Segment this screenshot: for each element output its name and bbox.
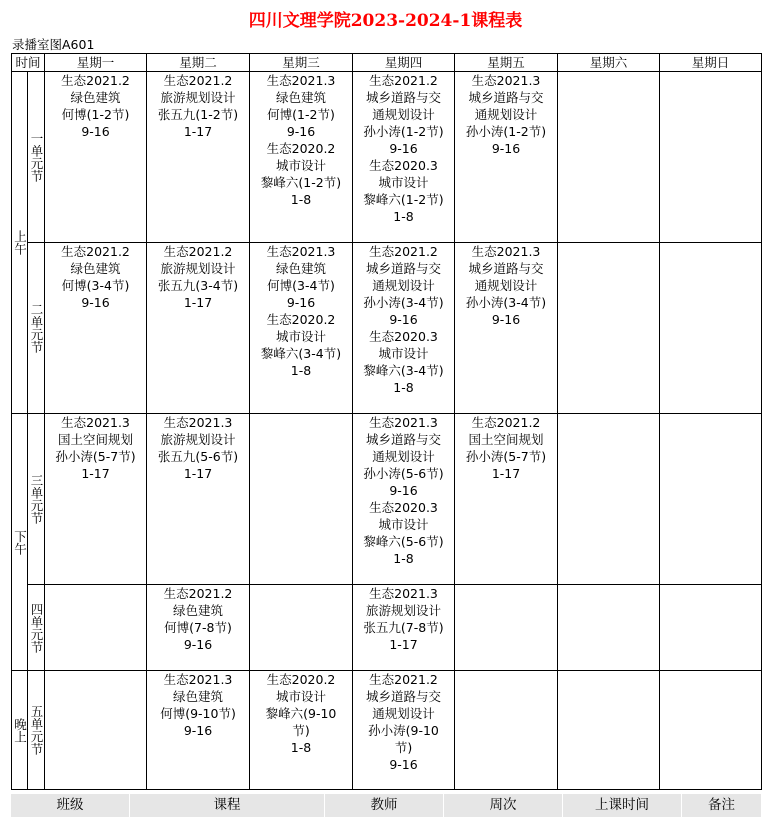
- period-label: 五单元节: [29, 705, 44, 755]
- course-line: 孙小涛(1-2节): [465, 124, 547, 139]
- course-line: 生态2021.3: [369, 586, 438, 601]
- course-line: 生态2020.2: [266, 312, 336, 327]
- course-line: 1-17: [183, 466, 213, 481]
- course-line: 9-16: [491, 312, 521, 327]
- period-cell: [28, 414, 45, 585]
- course-line: 1-17: [491, 466, 521, 481]
- course-line: 孙小涛(5-7节): [55, 449, 136, 464]
- course-line: 绿色建筑: [173, 603, 224, 618]
- course-line: 生态2021.3: [163, 672, 233, 687]
- course-line: 9-16: [286, 295, 316, 310]
- period-cell: [28, 585, 45, 671]
- course-line: 1-8: [290, 740, 312, 755]
- schedule-cell: [250, 585, 353, 671]
- schedule-cell: [45, 243, 147, 414]
- period-row: [12, 414, 762, 585]
- course-line: 城乡道路与交: [468, 261, 544, 276]
- session-label-morning: 上午: [12, 230, 28, 255]
- course-line: 城市设计: [276, 689, 327, 704]
- course-line: 通规划设计: [474, 278, 538, 293]
- course-line: 生态2020.2: [266, 141, 336, 156]
- course-line: 城市设计: [378, 517, 429, 532]
- course-line: 通规划设计: [372, 706, 435, 721]
- session-label-afternoon: 下午: [12, 529, 28, 555]
- course-line: 1-8: [290, 363, 312, 378]
- course-line: 1-8: [393, 380, 414, 395]
- course-line: 9-16: [389, 141, 418, 156]
- day-header: 星期日: [660, 54, 762, 72]
- course-line: 通规划设计: [372, 107, 435, 122]
- course-line: 1-17: [389, 637, 418, 652]
- course-line: 黎峰六(3-4节): [363, 363, 444, 378]
- course-line: 城乡道路与交: [366, 432, 442, 447]
- course-line: 绿色建筑: [70, 90, 121, 105]
- period-label: 三单元节: [29, 474, 44, 524]
- course-line: 黎峰六(9-10: [265, 706, 337, 721]
- course-line: 绿色建筑: [276, 90, 327, 105]
- course-line: 张五九(5-6节): [157, 449, 239, 464]
- course-line: 生态2021.3: [471, 73, 541, 88]
- page-title: 四川文理学院2023-2024-1课程表: [248, 11, 523, 31]
- course-line: 生态2021.2: [163, 73, 233, 88]
- course-line: 生态2021.2: [163, 244, 233, 259]
- course-line: 绿色建筑: [276, 261, 327, 276]
- schedule-cell: [45, 671, 147, 790]
- course-line: 孙小涛(3-4节): [465, 295, 547, 310]
- course-line: 9-16: [389, 483, 418, 498]
- session-cell: [12, 671, 28, 790]
- schedule-cell: [353, 243, 455, 414]
- schedule-cell: [147, 671, 250, 790]
- time-header: 时间: [12, 54, 45, 72]
- day-header: 星期六: [558, 54, 660, 72]
- course-line: 旅游规划设计: [366, 603, 442, 618]
- course-line: 生态2021.3: [471, 244, 541, 259]
- course-line: 城市设计: [276, 329, 327, 344]
- course-line: 生态2021.2: [369, 672, 438, 687]
- course-line: 孙小涛(5-6节): [363, 466, 444, 481]
- legend-remarks: 备注: [708, 797, 735, 813]
- course-line: 通规划设计: [372, 449, 435, 464]
- classroom-label: 录播室图A601: [12, 37, 95, 52]
- timetable: [11, 53, 762, 790]
- period-row: [12, 243, 762, 414]
- course-line: 通规划设计: [474, 107, 538, 122]
- course-line: 何博(7-8节): [164, 620, 232, 635]
- schedule-cell: [45, 72, 147, 243]
- day-header: 星期四: [353, 54, 455, 72]
- course-line: 绿色建筑: [173, 689, 224, 704]
- course-line: 生态2021.2: [61, 244, 130, 259]
- course-line: 孙小涛(5-7节): [465, 449, 547, 464]
- course-line: 何博(1-2节): [267, 107, 335, 122]
- schedule-cell: [455, 243, 558, 414]
- course-line: 生态2021.2: [61, 73, 130, 88]
- course-line: 生态2021.2: [369, 244, 438, 259]
- legend-class-time: 上课时间: [563, 794, 682, 817]
- course-line: 1-17: [81, 466, 110, 481]
- course-line: 9-16: [286, 124, 316, 139]
- period-row: [12, 585, 762, 671]
- course-line: 生态2020.3: [369, 329, 438, 344]
- day-header: 星期五: [455, 54, 558, 72]
- session-label-evening: 晚上: [12, 717, 28, 743]
- period-cell: [28, 671, 45, 790]
- course-line: 1-8: [393, 551, 414, 566]
- course-line: 城市设计: [378, 175, 429, 190]
- schedule-cell: [660, 585, 762, 671]
- course-line: 城市设计: [276, 158, 327, 173]
- course-line: 9-16: [389, 312, 418, 327]
- schedule-cell: [660, 671, 762, 790]
- schedule-cell: [147, 585, 250, 671]
- course-line: 城市设计: [378, 346, 429, 361]
- schedule-cell: [558, 243, 660, 414]
- schedule-cell: [353, 671, 455, 790]
- period-label: 一单元节: [29, 132, 44, 182]
- course-line: 旅游规划设计: [160, 90, 236, 105]
- course-line: 节): [292, 723, 310, 738]
- course-line: 9-16: [491, 141, 521, 156]
- course-line: 何博(9-10节): [160, 706, 236, 721]
- schedule-cell: [558, 72, 660, 243]
- day-header: 星期二: [147, 54, 250, 72]
- schedule-cell: [250, 671, 353, 790]
- course-line: 9-16: [183, 637, 213, 652]
- course-line: 孙小涛(1-2节): [363, 124, 444, 139]
- course-line: 生态2021.2: [471, 415, 541, 430]
- course-line: 张五九(1-2节): [157, 107, 239, 122]
- course-line: 何博(3-4节): [61, 278, 130, 293]
- schedule-cell: [660, 72, 762, 243]
- course-line: 生态2020.3: [369, 158, 438, 173]
- schedule-cell: [250, 72, 353, 243]
- course-line: 何博(3-4节): [267, 278, 335, 293]
- schedule-cell: [147, 72, 250, 243]
- course-line: 城乡道路与交: [366, 261, 442, 276]
- course-line: 城乡道路与交: [366, 689, 442, 704]
- schedule-cell: [455, 72, 558, 243]
- course-line: 9-16: [389, 757, 418, 772]
- course-line: 生态2021.3: [266, 73, 336, 88]
- course-line: 生态2021.3: [163, 415, 233, 430]
- day-header: 星期三: [250, 54, 353, 72]
- legend-footer: [11, 794, 761, 817]
- course-line: 生态2021.3: [369, 415, 438, 430]
- course-line: 生态2021.3: [266, 244, 336, 259]
- course-line: 城乡道路与交: [366, 90, 442, 105]
- schedule-cell: [147, 414, 250, 585]
- course-line: 孙小涛(9-10: [368, 723, 439, 738]
- schedule-cell: [147, 243, 250, 414]
- schedule-cell: [558, 585, 660, 671]
- course-line: 黎峰六(1-2节): [363, 192, 444, 207]
- course-line: 国土空间规划: [58, 432, 134, 447]
- course-line: 孙小涛(3-4节): [363, 295, 444, 310]
- legend-weeks: 周次: [444, 794, 563, 817]
- legend-teacher: 教师: [325, 794, 444, 817]
- course-line: 1-17: [183, 124, 213, 139]
- course-line: 绿色建筑: [70, 261, 121, 276]
- period-row: [12, 671, 762, 790]
- course-line: 旅游规划设计: [160, 432, 236, 447]
- schedule-cell: [353, 585, 455, 671]
- course-line: 生态2020.3: [369, 500, 438, 515]
- course-line: 黎峰六(1-2节): [260, 175, 342, 190]
- period-cell: [28, 243, 45, 414]
- schedule-cell: [250, 414, 353, 585]
- course-line: 节): [394, 740, 413, 755]
- legend-course: 课程: [130, 794, 325, 817]
- schedule-cell: [558, 414, 660, 585]
- course-line: 黎峰六(3-4节): [260, 346, 342, 361]
- course-line: 9-16: [183, 723, 213, 738]
- header-row: [12, 54, 762, 72]
- course-line: 通规划设计: [372, 278, 435, 293]
- schedule-cell: [455, 585, 558, 671]
- schedule-cell: [455, 671, 558, 790]
- course-line: 1-17: [183, 295, 213, 310]
- course-line: 黎峰六(5-6节): [363, 534, 444, 549]
- day-header: 星期一: [45, 54, 147, 72]
- session-cell: [12, 414, 28, 671]
- course-line: 1-8: [393, 209, 414, 224]
- schedule-cell: [558, 671, 660, 790]
- period-cell: [28, 72, 45, 243]
- course-line: 生态2021.3: [61, 415, 130, 430]
- schedule-cell: [455, 414, 558, 585]
- course-line: 生态2021.2: [369, 73, 438, 88]
- period-label: 四单元节: [29, 602, 44, 653]
- schedule-cell: [353, 414, 455, 585]
- schedule-cell: [353, 72, 455, 243]
- period-label: 二单元节: [29, 303, 44, 353]
- schedule-cell: [45, 585, 147, 671]
- schedule-cell: [250, 243, 353, 414]
- course-line: 张五九(3-4节): [157, 278, 239, 293]
- schedule-cell: [45, 414, 147, 585]
- course-line: 9-16: [81, 124, 110, 139]
- course-line: 城乡道路与交: [468, 90, 544, 105]
- course-line: 9-16: [81, 295, 110, 310]
- period-row: [12, 72, 762, 243]
- course-line: 国土空间规划: [468, 432, 544, 447]
- schedule-cell: [660, 414, 762, 585]
- course-line: 生态2020.2: [266, 672, 336, 687]
- course-line: 何博(1-2节): [61, 107, 130, 122]
- course-line: 旅游规划设计: [160, 261, 236, 276]
- legend-class: 班级: [11, 794, 130, 817]
- schedule-cell: [660, 243, 762, 414]
- course-line: 张五九(7-8节): [363, 620, 444, 635]
- course-line: 生态2021.2: [163, 586, 233, 601]
- session-cell: [12, 72, 28, 414]
- course-line: 1-8: [290, 192, 312, 207]
